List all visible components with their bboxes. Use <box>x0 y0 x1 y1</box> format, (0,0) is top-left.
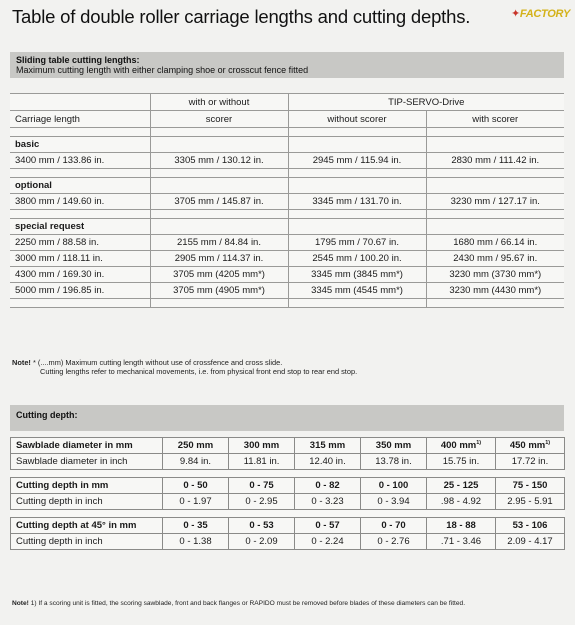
table-cell: Cutting depth in mm <box>11 478 163 494</box>
table-cell <box>427 438 496 454</box>
footnote-mark: 1) <box>476 439 482 446</box>
table-cell: 0 - 3.23 <box>295 494 361 510</box>
note-cutting-lengths <box>12 358 357 376</box>
table-cell: 9.84 in. <box>163 454 229 470</box>
table-row <box>10 194 564 210</box>
note-label: Note! <box>12 600 29 607</box>
note-line: 1) If a scoring unit is fitted, the scoring sawblade, front and back flanges or RAPIDO must be removed before blades of these diameters can be fitted. <box>30 600 466 607</box>
logo-text: FACTORY <box>519 8 570 20</box>
note-line: * (....mm) Maximum cutting length without use of crossfence and cross slide. <box>32 358 283 367</box>
table-cell: 3345 mm (4545 mm*) <box>288 283 426 299</box>
group-row <box>10 137 564 153</box>
table-cell: 25 - 125 <box>427 478 496 494</box>
header-cell: Carriage length <box>10 111 150 128</box>
table-cell: 3230 mm (4430 mm*) <box>426 283 564 299</box>
table-cell: 2905 mm / 114.37 in. <box>150 251 288 267</box>
table-cell: 11.81 in. <box>229 454 295 470</box>
table-cell: Sawblade diameter in mm <box>11 438 163 454</box>
table-cell: 300 mm <box>229 438 295 454</box>
table-cell: 250 mm <box>163 438 229 454</box>
table-cell: 2830 mm / 111.42 in. <box>426 153 564 169</box>
section-title: Cutting depth: <box>16 410 78 420</box>
table-cell: 0 - 53 <box>229 518 295 534</box>
table-cell: 3705 mm (4205 mm*) <box>150 267 288 283</box>
cell-text: 450 mm <box>509 440 546 452</box>
table-cell: 315 mm <box>295 438 361 454</box>
table-cell: Cutting depth at 45° in mm <box>11 518 163 534</box>
table-row <box>11 454 565 470</box>
table-row <box>10 153 564 169</box>
group-label: special request <box>10 219 150 235</box>
flame-icon: ✦ <box>511 8 520 20</box>
table-cell: 3345 mm / 131.70 in. <box>288 194 426 210</box>
table-cell: 350 mm <box>361 438 427 454</box>
table-cell: 0 - 35 <box>163 518 229 534</box>
note-line: Cutting lengths refer to mechanical movements, i.e. from physical front end stop to rear end stop. <box>40 367 358 376</box>
group-row <box>10 219 564 235</box>
group-label: optional <box>10 178 150 194</box>
table-cell: .71 - 3.46 <box>427 534 496 550</box>
table-cell: 1680 mm / 66.14 in. <box>426 235 564 251</box>
cell-text: 400 mm <box>440 440 477 452</box>
table-cell: 4300 mm / 169.30 in. <box>10 267 150 283</box>
header-cell: TIP-SERVO-Drive <box>288 94 564 111</box>
table-row <box>10 267 564 283</box>
footnote-mark: 1) <box>545 439 551 446</box>
group-label: basic <box>10 137 150 153</box>
note-cutting-depth <box>12 600 465 607</box>
table-cell: 3230 mm (3730 mm*) <box>426 267 564 283</box>
table-cell: 13.78 in. <box>361 454 427 470</box>
table-cell: 0 - 100 <box>361 478 427 494</box>
table-cell: 0 - 2.24 <box>295 534 361 550</box>
table-cell: 3705 mm / 145.87 in. <box>150 194 288 210</box>
table-row <box>10 235 564 251</box>
table-row <box>10 283 564 299</box>
table-row <box>11 478 565 494</box>
table-cell: 0 - 1.97 <box>163 494 229 510</box>
table-cell: Cutting depth in inch <box>11 494 163 510</box>
section-title: Sliding table cutting lengths: <box>16 55 140 65</box>
table-cell: 2430 mm / 95.67 in. <box>426 251 564 267</box>
table-cell: 53 - 106 <box>496 518 565 534</box>
table-row <box>11 494 565 510</box>
table-row <box>10 251 564 267</box>
page-title: Table of double roller carriage lengths and cutting depths. <box>12 6 471 27</box>
table-cell: 0 - 3.94 <box>361 494 427 510</box>
factory-logo <box>511 7 570 20</box>
table-header-row <box>10 94 564 111</box>
table-row <box>11 534 565 550</box>
cutting-depth-section-header <box>10 405 564 431</box>
table-cell: 18 - 88 <box>427 518 496 534</box>
group-row <box>10 178 564 194</box>
table-cell: 2.09 - 4.17 <box>496 534 565 550</box>
note-label: Note! <box>12 358 31 367</box>
table-cell: 2250 mm / 88.58 in. <box>10 235 150 251</box>
table-cell: 2155 mm / 84.84 in. <box>150 235 288 251</box>
header-cell: scorer <box>150 111 288 128</box>
header-cell <box>10 94 150 111</box>
table-cell: 3345 mm (3845 mm*) <box>288 267 426 283</box>
table-cell: 0 - 57 <box>295 518 361 534</box>
table-cell: 3400 mm / 133.86 in. <box>10 153 150 169</box>
table-cell: 3305 mm / 130.12 in. <box>150 153 288 169</box>
table-cell: 17.72 in. <box>496 454 565 470</box>
table-cell: 12.40 in. <box>295 454 361 470</box>
table-cell: 3800 mm / 149.60 in. <box>10 194 150 210</box>
table-row <box>11 518 565 534</box>
table-cell: 2545 mm / 100.20 in. <box>288 251 426 267</box>
table-cell: .98 - 4.92 <box>427 494 496 510</box>
table-cell: 0 - 2.09 <box>229 534 295 550</box>
table-cell: 0 - 2.76 <box>361 534 427 550</box>
table-cell: 15.75 in. <box>427 454 496 470</box>
table-cell: Cutting depth in inch <box>11 534 163 550</box>
table-cell <box>496 438 565 454</box>
table-cell: 0 - 1.38 <box>163 534 229 550</box>
table-cell: 0 - 50 <box>163 478 229 494</box>
table-cell: 5000 mm / 196.85 in. <box>10 283 150 299</box>
carriage-lengths-table <box>10 93 564 308</box>
table-cell: 0 - 75 <box>229 478 295 494</box>
table-cell: 3000 mm / 118.11 in. <box>10 251 150 267</box>
table-cell: 2945 mm / 115.94 in. <box>288 153 426 169</box>
header-cell: with scorer <box>426 111 564 128</box>
section-subtitle: Maximum cutting length with either clamping shoe or crosscut fence fitted <box>16 65 309 75</box>
sliding-table-section-header <box>10 52 564 78</box>
table-cell: 3230 mm / 127.17 in. <box>426 194 564 210</box>
header-cell: without scorer <box>288 111 426 128</box>
table-cell: 0 - 2.95 <box>229 494 295 510</box>
table-cell: 0 - 82 <box>295 478 361 494</box>
table-cell: 0 - 70 <box>361 518 427 534</box>
table-cell: 2.95 - 5.91 <box>496 494 565 510</box>
table-header-row <box>10 111 564 128</box>
table-cell: Sawblade diameter in inch <box>11 454 163 470</box>
table-header-row <box>11 438 565 454</box>
table-cell: 3705 mm (4905 mm*) <box>150 283 288 299</box>
table-cell: 1795 mm / 70.67 in. <box>288 235 426 251</box>
cutting-depth-table <box>10 437 565 550</box>
header-cell: with or without <box>150 94 288 111</box>
table-cell: 75 - 150 <box>496 478 565 494</box>
